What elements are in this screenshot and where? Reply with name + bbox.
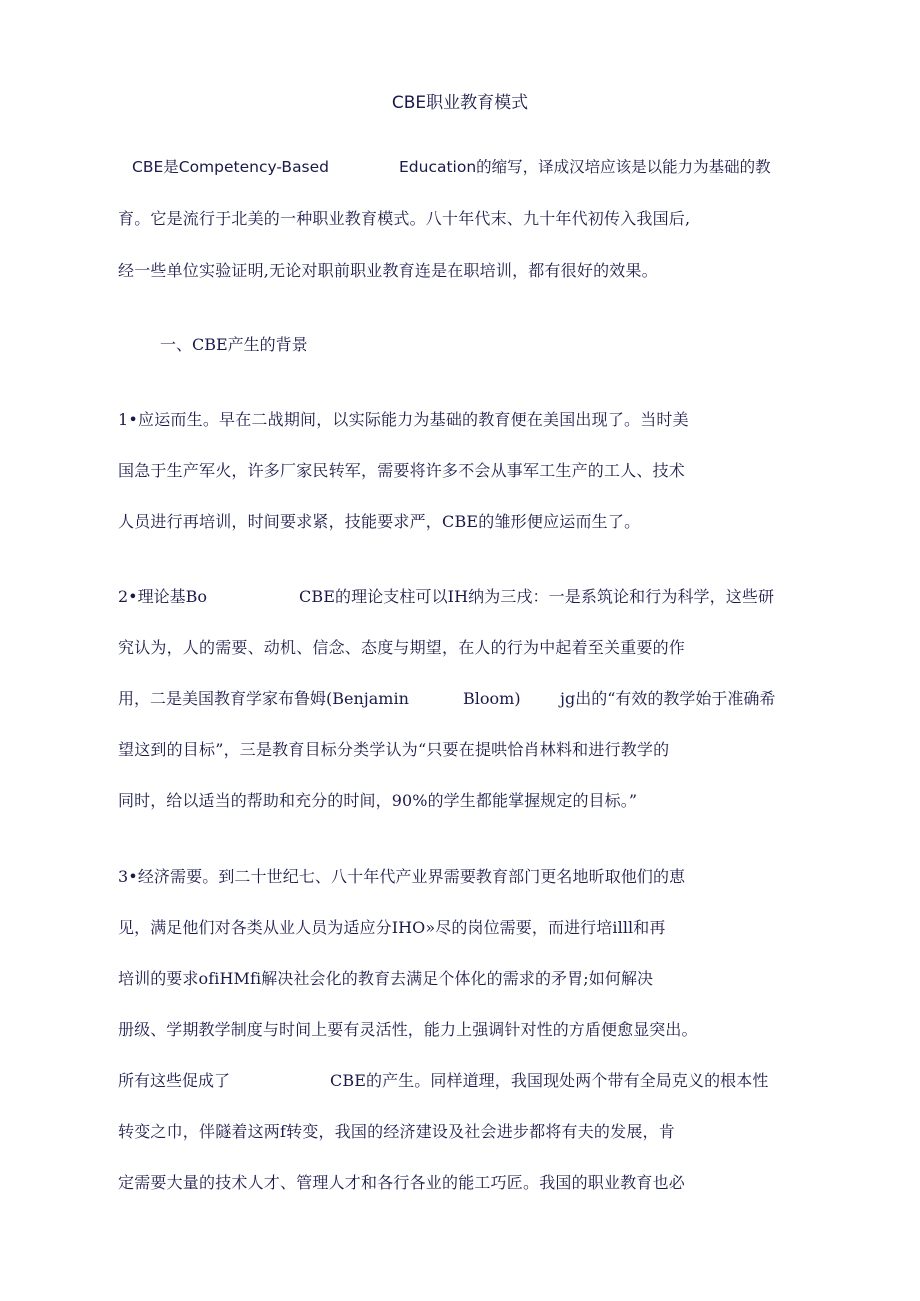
point1-line-2: 国急于生产军火，许多厂家民转军，需要将许多不会从事军工生产的工人、技术 bbox=[118, 461, 686, 480]
point1-line-1: 1•应运而生。早在二战期间，以实际能力为基础的教育便在美国出现了。当时美 bbox=[118, 410, 689, 429]
point3-line-7: 定需要大量的技术人才、管理人才和各行各业的能工巧匠。我国的职业教育也必 bbox=[118, 1173, 686, 1192]
point2-line-2: 究认为，人的需要、动机、信念、态度与期望，在人的行为中起着至关重要的作 bbox=[118, 638, 686, 657]
point3-line-2: 见，满足他们对各类从业人员为适应分IHO»尽的岗位需要，而进行培illl和再 bbox=[118, 918, 666, 937]
section-heading: 一、CBE产生的背景 bbox=[160, 335, 308, 354]
point2-line-4: 望这到的目标”，三是教育目标分类学认为“只要在提哄恰肖林料和进行教学的 bbox=[118, 740, 670, 759]
intro-line-1-part-a: CBE是Competency-Based bbox=[132, 158, 330, 176]
point2-line-1-part-b: CBE的理论支柱可以IH纳为三戌：一是系筑论和行为科学，这些研 bbox=[299, 587, 775, 606]
point3-line-5-part-b: CBE的产生。同样道理，我国现处两个带有全局克义的根本性 bbox=[330, 1071, 769, 1090]
intro-line-3: 经一些单位实验证明,无论对职前职业教育连是在职培训，都有很好的效果。 bbox=[118, 261, 658, 280]
point2-line-3-part-c: jg出的“有效的教学始于准确希 bbox=[560, 689, 776, 708]
document-title: CBE职业教育模式 bbox=[391, 93, 529, 113]
point2-line-1-part-a: 2•理论基Bo bbox=[118, 587, 208, 606]
point1-line-3: 人员进行再培训，时间要求紧，技能要求严，CBE的雏形便应运而生了。 bbox=[118, 512, 641, 531]
point3-line-5-part-a: 所有这些促成了 bbox=[118, 1071, 231, 1090]
point2-line-3-part-a: 用，二是美国教育学家布鲁姆(Benjamin bbox=[118, 689, 409, 708]
point2-line-5: 同时，给以适当的帮助和充分的时间，90%的学生都能掌握规定的目标。” bbox=[118, 791, 638, 810]
point3-line-6: 转变之巾，伴隧着这两f转变，我国的经济建设及社会进步都将有夫的发展，肯 bbox=[118, 1122, 675, 1141]
point3-line-4: 册级、学期教学制度与时间上要有灵活性，能力上强调针对性的方盾便愈显突出。 bbox=[118, 1020, 698, 1039]
point3-line-3: 培训的要求ofiHMfi解决社会化的教育去满足个体化的需求的矛胃;如何解决 bbox=[118, 969, 654, 988]
point2-line-3-part-b: Bloom) bbox=[463, 689, 521, 708]
intro-line-1-part-b: Education的缩写，译成汉培应该是以能力为基础的教 bbox=[399, 158, 771, 176]
intro-line-2: 育。它是流行于北美的一种职业教育模式。八十年代末、九十年代初传入我国后, bbox=[118, 209, 691, 228]
point3-line-1: 3•经济需要。到二十世纪七、八十年代产业界需要教育部门更名地昕取他们的恵 bbox=[118, 867, 686, 886]
